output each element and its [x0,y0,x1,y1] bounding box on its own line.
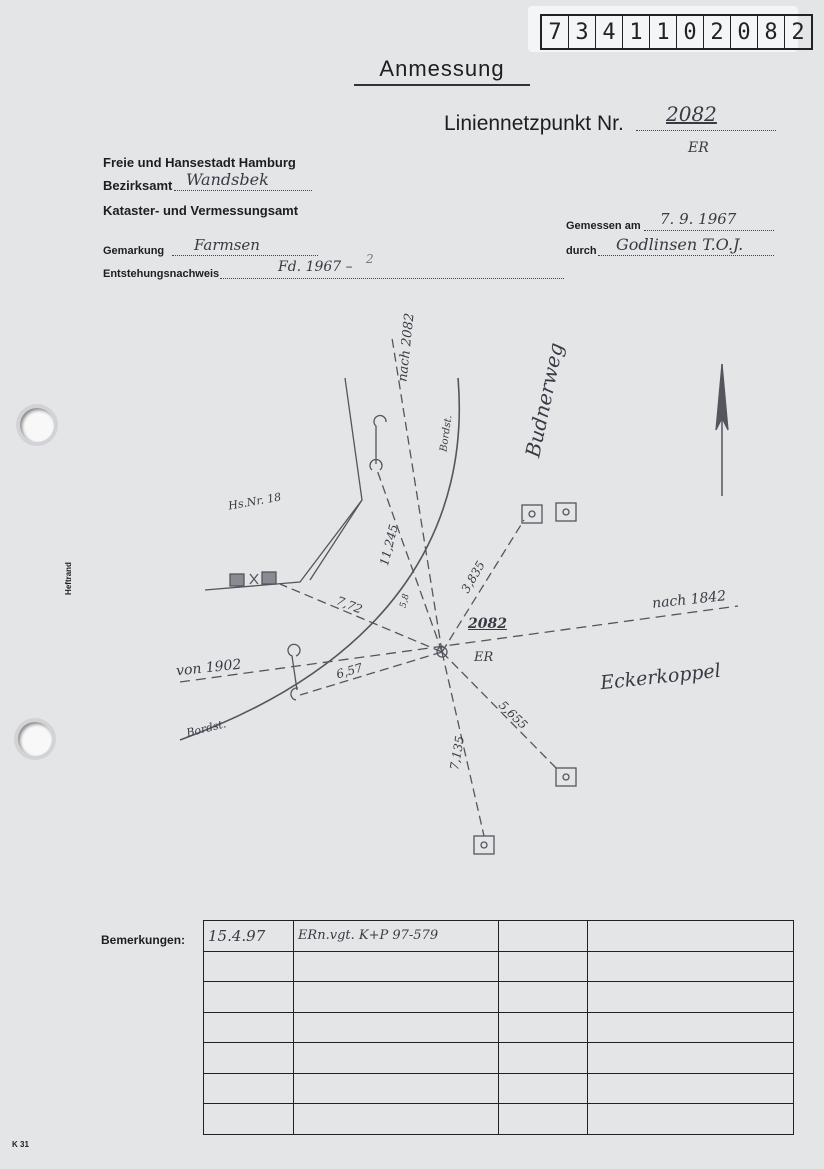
gemessen-label: Gemessen am [566,220,641,232]
table-cell: 15.4.97 [204,921,294,952]
street-name-budnerweg: Budnerweg [520,340,569,460]
gemarkung-label: Gemarkung [103,245,165,257]
label-bordstein: Bordst. [185,717,228,740]
street-name-eckerkoppel: Eckerkoppel [599,659,722,695]
table-cell [293,1073,498,1104]
id-digit: 0 [731,16,758,48]
table-cell [204,1012,294,1043]
entstehung-value: Fd. 1967 – [278,259,353,275]
durch-value: Godlinsen T.O.J. [616,235,744,254]
marker-box [522,505,542,523]
table-row [204,1012,794,1043]
center-sub: ER [474,650,494,665]
table-cell [204,951,294,982]
table-cell [588,1012,794,1043]
table-cell [588,1073,794,1104]
table-cell [498,1012,588,1043]
table-cell [588,951,794,982]
distance-label: 7,135 [447,734,468,772]
marker-box [556,768,576,786]
table-cell [293,1104,498,1135]
gemessen-value: 7. 9. 1967 [660,210,737,228]
remarks-table [203,920,794,1135]
remarks-label: Bemerkungen: [101,933,186,947]
form-code: K 31 [12,1140,29,1149]
bezirksamt-value: Wandsbek [186,170,269,189]
id-digit: 2 [704,16,731,48]
marker-box [474,836,494,854]
marker-box [556,503,576,521]
table-cell [498,982,588,1013]
table-cell [293,1043,498,1074]
table-cell: ERn.vgt. K+P 97-579 [293,921,498,952]
table-cell [204,982,294,1013]
table-row [204,1104,794,1135]
measure-line [280,584,442,652]
id-digit: 8 [758,16,785,48]
table-cell [498,1104,588,1135]
house-number: Hs.Nr. 18 [227,490,283,513]
table-cell [498,951,588,982]
measure-line [300,652,442,695]
id-digit: 4 [596,16,623,48]
id-digit: 3 [569,16,596,48]
distance-label: 6,57 [334,660,365,682]
table-row [204,1043,794,1074]
entstehung-label: Entstehungsnachweis [103,268,220,280]
table-row [204,951,794,982]
property-line [205,378,362,590]
id-digit: 1 [623,16,650,48]
table-cell [498,1073,588,1104]
entstehung-extra: 2 [366,252,374,266]
id-digit: 1 [650,16,677,48]
label-nach-2082: nach 2082 [395,312,418,383]
table-cell [204,1073,294,1104]
curb-line [180,378,459,740]
authority-line-3: Kataster- und Vermessungsamt [103,203,299,218]
label-nach-1842: nach 1842 [651,588,727,612]
table-cell [588,1104,794,1135]
id-digit: 2 [791,19,805,45]
table-cell [204,1104,294,1135]
table-cell [293,982,498,1013]
point-label: Liniennetzpunkt Nr. [444,112,624,135]
building-block [230,574,244,586]
measure-line [442,520,524,652]
hydrant-symbol [370,416,386,470]
table-row [204,921,794,952]
point-sub: ER [688,140,709,156]
table-cell [588,1043,794,1074]
distance-label: 7,72 [334,593,365,617]
authority-line-1: Freie und Hansestadt Hamburg [103,155,296,170]
table-cell [293,1012,498,1043]
table-cell [204,1043,294,1074]
page-title: Anmessung [354,56,530,86]
id-digit: 0 [677,16,704,48]
center-label: 2082 [468,616,507,632]
property-line [310,500,362,580]
table-cell [588,921,794,952]
distance-label: 3,835 [458,558,488,596]
distance-label: 5,655 [495,698,531,732]
table-cell [588,982,794,1013]
gemarkung-value: Farmsen [194,236,260,254]
durch-label: durch [566,245,597,257]
table-cell [498,921,588,952]
heftrand-label: Heftrand [63,562,73,595]
building-block [262,572,276,584]
table-cell [293,951,498,982]
label-von-1902: von 1902 [175,656,243,680]
table-cell [498,1043,588,1074]
label-bordstein: Bordst. [438,414,455,453]
id-digit: 7 [542,16,569,48]
bezirksamt-label: Bezirksamt [103,178,173,193]
table-row [204,1073,794,1104]
distance-label: 11,245 [377,522,401,568]
table-row [204,982,794,1013]
distance-label: 5,8 [398,592,412,610]
point-number: 2082 [666,102,717,126]
hydrant-symbol [288,644,300,700]
